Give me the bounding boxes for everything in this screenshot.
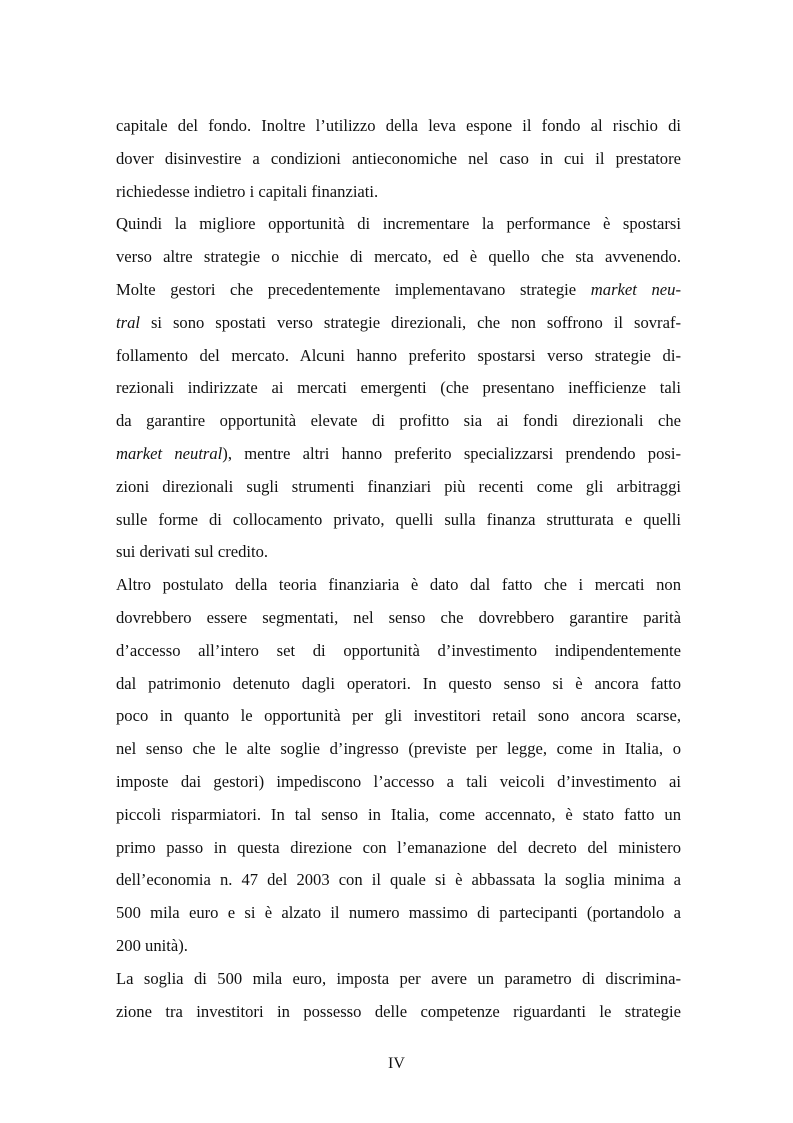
text-segment: primo passo in questa direzione con l’emanazione del decreto del ministero	[116, 837, 681, 857]
text-line	[116, 110, 681, 143]
text-line	[116, 143, 681, 176]
text-line	[116, 799, 681, 832]
text-segment: zione tra investitori in possesso delle competenze riguardanti le strategie	[116, 1001, 681, 1021]
text-segment: rezionali indirizzate ai mercati emergenti (che presentano inefficienze tali	[116, 378, 681, 398]
text-line	[116, 405, 681, 438]
text-line	[116, 569, 681, 602]
text-line	[116, 897, 681, 930]
italic-text: market neutral	[116, 443, 223, 463]
text-segment: ), mentre altri hanno preferito specializzarsi prendendo posi-	[222, 443, 681, 463]
text-segment: Molte gestori che precedentemente implementavano strategie	[116, 279, 591, 299]
text-segment: 200 unità).	[116, 935, 188, 955]
text-line	[116, 602, 681, 635]
text-segment: La soglia di 500 mila euro, imposta per avere un parametro di discrimina-	[116, 968, 681, 988]
text-segment: follamento del mercato. Alcuni hanno preferito spostarsi verso strategie di-	[116, 345, 681, 365]
text-segment: dal patrimonio detenuto dagli operatori. In questo senso si è ancora fatto	[116, 673, 681, 693]
text-segment: Quindi la migliore opportunità di incrementare la performance è spostarsi	[116, 214, 681, 234]
italic-text: tral	[116, 312, 140, 332]
text-segment: poco in quanto le opportunità per gli investitori retail sono ancora scarse,	[116, 706, 681, 726]
paragraph	[116, 569, 681, 963]
paragraph	[116, 110, 681, 208]
text-segment: sui derivati sul credito.	[116, 542, 269, 562]
text-line	[116, 766, 681, 799]
page-number: IV	[388, 1055, 405, 1072]
text-segment: sulle forme di collocamento privato, quelli sulla finanza strutturata e quelli	[116, 509, 681, 529]
text-line	[116, 832, 681, 865]
text-line	[116, 963, 681, 996]
text-line	[116, 504, 681, 537]
text-line	[116, 340, 681, 373]
text-line	[116, 274, 681, 307]
text-line	[116, 307, 681, 340]
document-body	[116, 110, 681, 1028]
text-line	[116, 438, 681, 471]
text-line	[116, 471, 681, 504]
text-segment: zioni direzionali sugli strumenti finanziari più recenti come gli arbitraggi	[116, 476, 681, 496]
text-segment: da garantire opportunità elevate di profitto sia ai fondi direzionali che	[116, 411, 681, 431]
text-segment: richiedesse indietro i capitali finanziati.	[116, 181, 379, 201]
text-line	[116, 996, 681, 1029]
text-line	[116, 700, 681, 733]
text-segment: dover disinvestire a condizioni antieconomiche nel caso in cui il prestatore	[116, 148, 681, 168]
text-segment: dovrebbero essere segmentati, nel senso che dovrebbero garantire parità	[116, 607, 681, 627]
text-line	[116, 864, 681, 897]
paragraph	[116, 208, 681, 569]
italic-text: market neu-	[590, 279, 681, 299]
text-line	[116, 635, 681, 668]
text-segment: Altro postulato della teoria finanziaria è dato dal fatto che i mercati non	[116, 575, 681, 595]
text-segment: dell’economia n. 47 del 2003 con il quale si è abbassata la soglia minima a	[116, 870, 681, 890]
text-line	[116, 668, 681, 701]
text-line	[116, 372, 681, 405]
text-segment: piccoli risparmiatori. In tal senso in Italia, come accennato, è stato fatto un	[116, 804, 681, 824]
paragraph	[116, 963, 681, 1029]
text-line	[116, 536, 681, 569]
text-segment: nel senso che le alte soglie d’ingresso (previste per legge, come in Italia, o	[116, 739, 681, 759]
text-line	[116, 241, 681, 274]
text-segment: 500 mila euro e si è alzato il numero massimo di partecipanti (portandolo a	[116, 903, 681, 923]
text-segment: imposte dai gestori) impediscono l’accesso a tali veicoli d’investimento ai	[116, 771, 681, 791]
text-segment: d’accesso all’intero set di opportunità d’investimento indipendentemente	[116, 640, 681, 660]
text-line	[116, 208, 681, 241]
text-segment: verso altre strategie o nicchie di mercato, ed è quello che sta avvenendo.	[116, 247, 681, 267]
text-line	[116, 733, 681, 766]
text-segment: capitale del fondo. Inoltre l’utilizzo della leva espone il fondo al rischio di	[116, 116, 681, 135]
text-segment: si sono spostati verso strategie direzionali, che non soffrono il sovraf-	[139, 312, 681, 332]
text-line	[116, 176, 681, 209]
text-line	[116, 930, 681, 963]
